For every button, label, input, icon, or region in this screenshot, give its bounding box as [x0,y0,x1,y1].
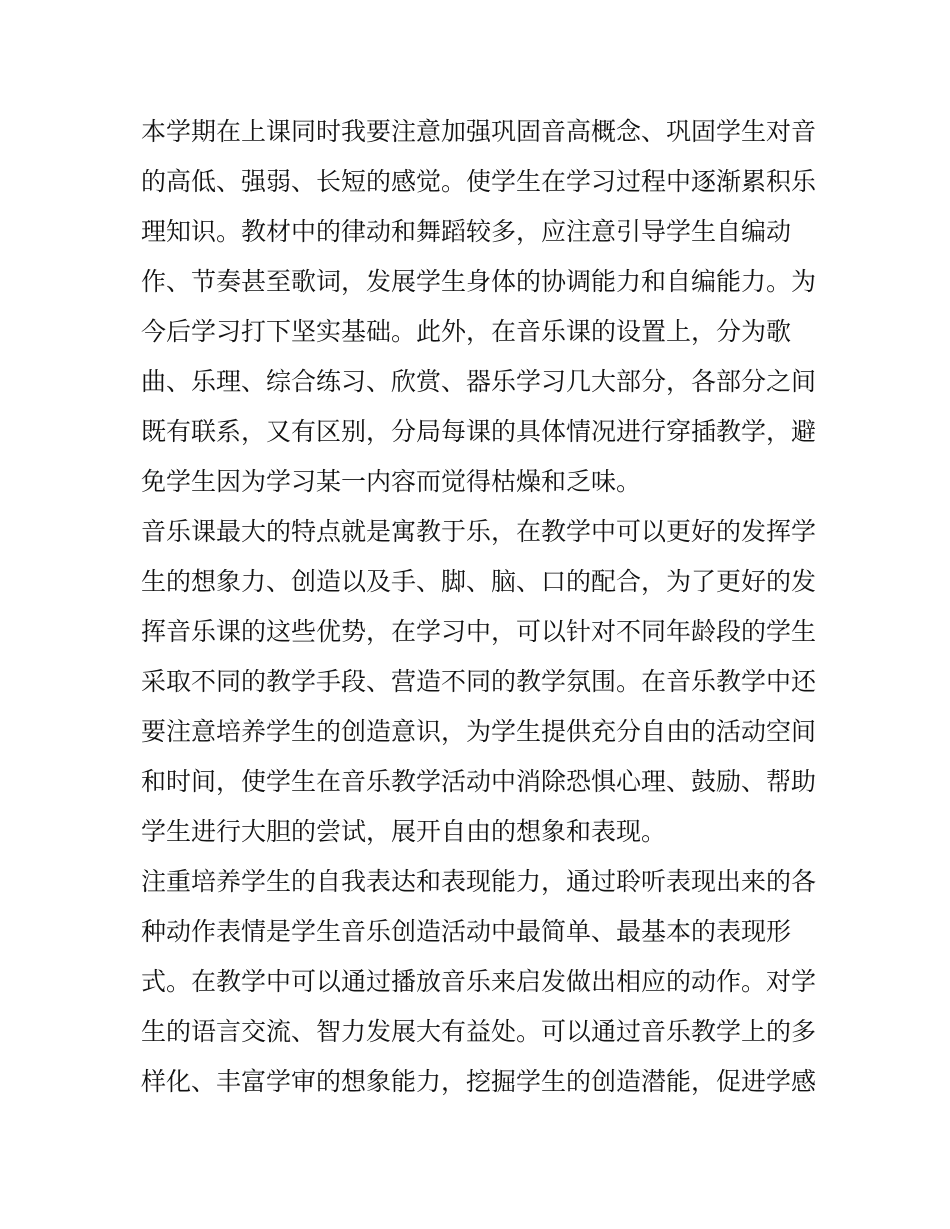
text-line: 种动作表情是学生音乐创造活动中最简单、最基本的表现形 [141,917,792,946]
text-line: 曲、乐理、综合练习、欣赏、器乐学习几大部分，各部分之间 [141,367,817,396]
text-line: 本学期在上课同时我要注意加强巩固音高概念、巩固学生对音 [141,117,817,146]
text-line: 挥音乐课的这些优势，在学习中，可以针对不同年龄段的学生 [141,617,817,646]
text-line: 采取不同的教学手段、营造不同的教学氛围。在音乐教学中还 [141,667,817,696]
text-line: 的高低、强弱、长短的感觉。使学生在学习过程中逐渐累积乐 [141,167,817,196]
text-line: 今后学习打下坚实基础。此外，在音乐课的设置上，分为歌 [141,317,792,346]
text-line: 和时间，使学生在音乐教学活动中消除恐惧心理、鼓励、帮助 [141,767,817,796]
text-line: 作、节奏甚至歌词，发展学生身体的协调能力和自编能力。为 [141,267,817,296]
text-line: 理知识。教材中的律动和舞蹈较多，应注意引导学生自编动 [141,217,792,246]
document-body [141,107,821,1107]
text-line: 要注意培养学生的创造意识，为学生提供充分自由的活动空间 [141,717,817,746]
text-line: 既有联系，又有区别，分局每课的具体情况进行穿插教学，避 [141,417,817,446]
text-line: 注重培养学生的自我表达和表现能力，通过聆听表现出来的各 [141,867,817,896]
text-line: 生的想象力、创造以及手、脚、脑、口的配合，为了更好的发 [141,567,817,596]
text-line: 音乐课最大的特点就是寓教于乐，在教学中可以更好的发挥学 [141,517,817,546]
text-line: 免学生因为学习某一内容而觉得枯燥和乏味。 [141,467,642,496]
text-line: 学生进行大胆的尝试，展开自由的想象和表现。 [141,817,667,846]
text-line: 样化、丰富学审的想象能力，挖掘学生的创造潜能，促进学感 [141,1067,817,1096]
text-line: 式。在教学中可以通过播放音乐来启发做出相应的动作。对学 [141,967,817,996]
text-line: 生的语言交流、智力发展大有益处。可以通过音乐教学上的多 [141,1017,817,1046]
